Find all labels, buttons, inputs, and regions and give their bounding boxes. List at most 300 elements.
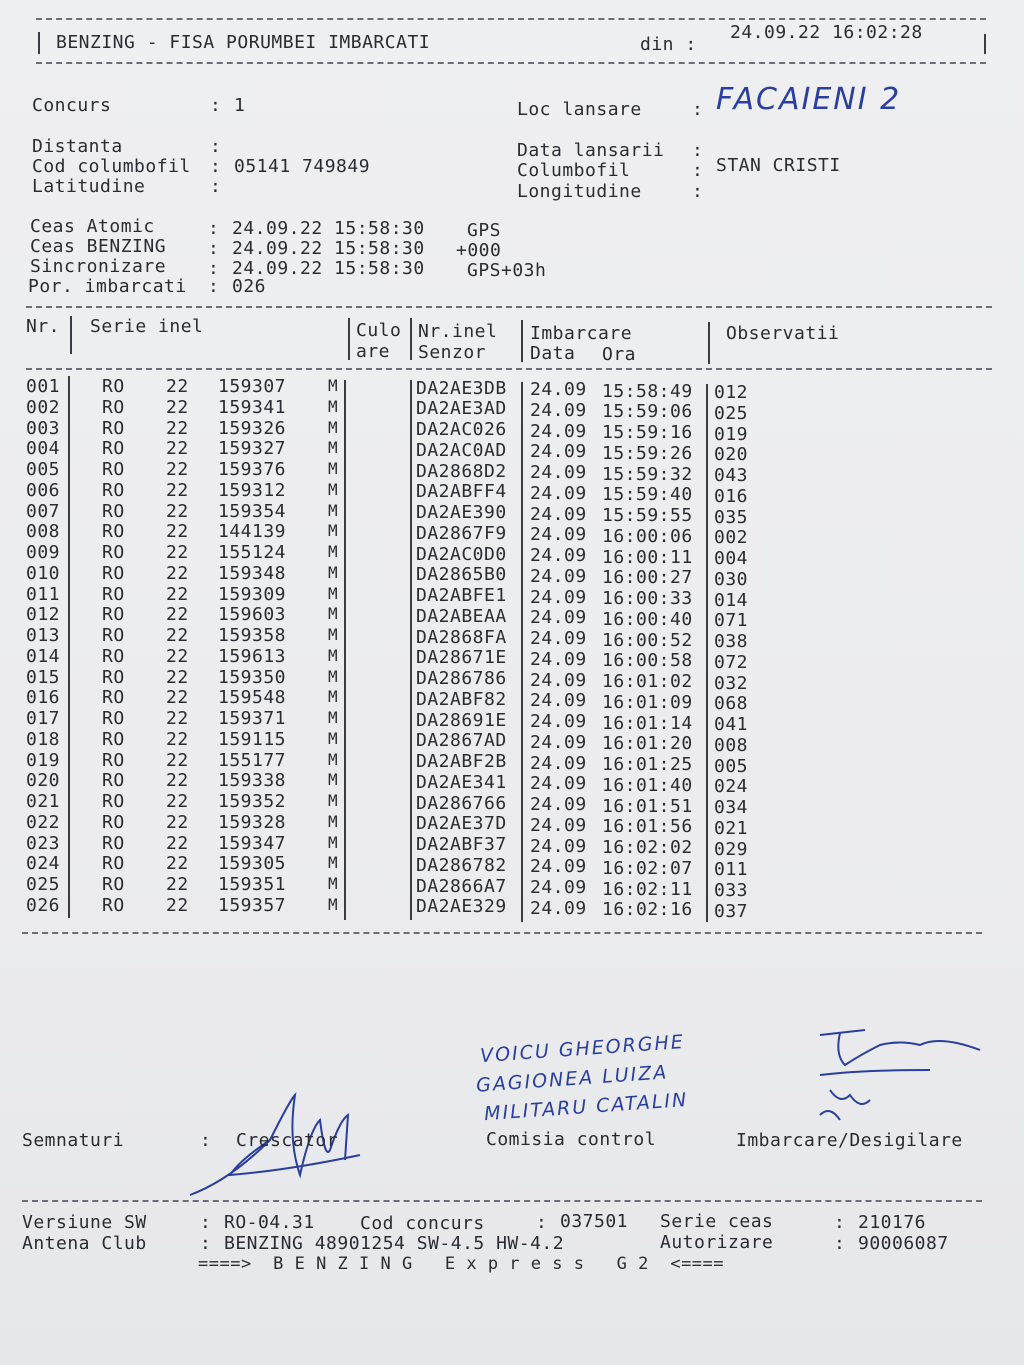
- row-country: RO: [102, 604, 125, 626]
- row-country: RO: [102, 687, 125, 709]
- row-sensor-id: DA2867AD: [416, 730, 507, 752]
- row-observation: 014: [714, 589, 749, 611]
- sincronizare-extra: GPS+03h: [467, 260, 547, 281]
- row-time: 16:00:27: [602, 567, 693, 589]
- col-nrinel-header: Nr.inel: [418, 321, 498, 342]
- antena-club-label: Antena Club: [22, 1233, 147, 1254]
- table-row: [0, 687, 1000, 715]
- antena-club-sep: :: [200, 1233, 212, 1254]
- row-country: RO: [102, 770, 125, 792]
- table-top-dashed-line: [26, 306, 992, 308]
- columbofil-value: STAN CRISTI: [716, 155, 841, 176]
- row-sex: M: [328, 749, 339, 769]
- din-label: din :: [640, 34, 697, 55]
- row-year: 22: [166, 811, 189, 833]
- row-country: RO: [102, 417, 125, 439]
- row-observation: 019: [714, 423, 749, 445]
- row-number: 010: [26, 562, 61, 584]
- row-number: 002: [26, 396, 61, 418]
- row-observation: 037: [714, 900, 749, 922]
- row-ring-number: 155177: [218, 749, 287, 771]
- row-time: 16:01:25: [602, 754, 693, 775]
- row-sex: M: [328, 645, 339, 665]
- autorizare-sep: :: [834, 1233, 846, 1254]
- row-year: 22: [166, 894, 189, 916]
- latitudine-label: Latitudine: [32, 176, 146, 197]
- row-number: 019: [26, 749, 61, 771]
- row-observation: 012: [714, 382, 749, 403]
- row-year: 22: [166, 583, 189, 605]
- row-observation: 038: [714, 631, 749, 652]
- row-observation: 068: [714, 693, 749, 715]
- table-column-line: [706, 384, 708, 922]
- row-country: RO: [102, 479, 125, 501]
- longitudine-sep: :: [692, 181, 704, 202]
- cod-columbofil-label: Cod columbofil: [32, 156, 191, 177]
- cod-concurs-label: Cod concurs: [360, 1213, 485, 1234]
- row-year: 22: [166, 728, 189, 750]
- row-sex: M: [328, 811, 339, 831]
- row-number: 001: [26, 376, 61, 397]
- longitudine-label: Longitudine: [517, 181, 642, 202]
- col-nr-header: Nr.: [26, 316, 61, 337]
- row-observation: 004: [714, 548, 749, 569]
- loc-lansare-label: Loc lansare: [517, 99, 642, 120]
- row-ring-number: 159371: [218, 708, 287, 729]
- cod-columbofil-sep: :: [210, 156, 222, 177]
- handwritten-name-3: MILITARU CATALIN: [483, 1088, 689, 1126]
- row-number: 013: [26, 625, 61, 646]
- ceas-atomic-value: 24.09.22 15:58:30: [232, 218, 425, 239]
- concurs-value: 1: [234, 95, 246, 116]
- row-number: 018: [26, 728, 61, 750]
- row-sensor-id: DA28691E: [416, 709, 507, 731]
- serie-ceas-label: Serie ceas: [660, 1211, 774, 1232]
- row-sensor-id: DA2ABEAA: [416, 605, 507, 627]
- row-sensor-id: DA286766: [416, 792, 507, 814]
- sincronizare-value: 24.09.22 15:58:30: [232, 258, 425, 279]
- row-time: 16:00:33: [602, 588, 693, 609]
- row-observation: 043: [714, 465, 749, 486]
- table-row: [0, 874, 1000, 901]
- table-column-line: [68, 376, 70, 918]
- row-number: 003: [26, 417, 61, 439]
- ceas-atomic-sep: :: [208, 218, 220, 239]
- cod-concurs-sep: :: [536, 1212, 548, 1233]
- row-ring-number: 159305: [218, 853, 287, 875]
- row-date: 24.09: [530, 731, 587, 753]
- row-observation: 011: [714, 859, 749, 881]
- row-number: 011: [26, 583, 61, 605]
- row-sensor-id: DA2867F9: [416, 522, 507, 544]
- latitudine-sep: :: [210, 176, 222, 197]
- row-sex: M: [328, 604, 339, 624]
- table-row: [0, 645, 1000, 673]
- row-sensor-id: DA2866A7: [416, 875, 507, 897]
- row-country: RO: [102, 542, 125, 563]
- row-sensor-id: DA2AE341: [416, 771, 507, 793]
- table-row: [0, 521, 1000, 549]
- row-number: 004: [26, 438, 61, 460]
- row-year: 22: [166, 459, 189, 480]
- row-date: 24.09: [530, 565, 587, 587]
- row-number: 020: [26, 770, 61, 792]
- col-serie-header: Serie inel: [90, 316, 204, 337]
- row-ring-number: 159338: [218, 770, 287, 792]
- row-ring-number: 159357: [218, 894, 287, 916]
- serie-ceas-sep: :: [834, 1212, 846, 1233]
- row-country: RO: [102, 376, 125, 397]
- row-ring-number: 159351: [218, 874, 287, 895]
- table-column-line: [344, 380, 346, 920]
- row-country: RO: [102, 521, 125, 543]
- table-row: [0, 728, 1000, 756]
- row-date: 24.09: [530, 794, 587, 815]
- row-sensor-id: DA2AC026: [416, 419, 507, 440]
- row-sensor-id: DA286782: [416, 854, 507, 876]
- row-country: RO: [102, 500, 125, 522]
- data-lansarii-sep: :: [692, 140, 704, 161]
- loc-lansare-sep: :: [692, 99, 704, 120]
- row-sex: M: [328, 542, 339, 561]
- row-time: 16:01:14: [602, 712, 693, 734]
- row-date: 24.09: [530, 628, 587, 649]
- row-number: 007: [26, 500, 61, 522]
- col-divider: [521, 320, 523, 362]
- row-date: 24.09: [530, 524, 587, 546]
- col-divider: [70, 316, 72, 354]
- col-ora-header: Ora: [602, 344, 637, 365]
- row-time: 16:02:07: [602, 857, 693, 879]
- comisia-control-label: Comisia control: [486, 1129, 657, 1150]
- row-ring-number: 159307: [218, 376, 287, 397]
- row-date: 24.09: [530, 441, 587, 463]
- row-country: RO: [102, 625, 125, 646]
- row-sensor-id: DA2AE3AD: [416, 398, 507, 420]
- row-observation: 005: [714, 755, 749, 777]
- columbofil-label: Columbofil: [517, 160, 631, 181]
- row-number: 012: [26, 604, 61, 626]
- row-date: 24.09: [530, 690, 587, 712]
- table-row: [0, 562, 1000, 590]
- row-time: 15:59:06: [602, 401, 693, 423]
- row-country: RO: [102, 438, 125, 460]
- row-number: 005: [26, 459, 61, 480]
- por-imbarcati-sep: :: [208, 276, 220, 297]
- row-ring-number: 159327: [218, 438, 287, 460]
- row-year: 22: [166, 832, 189, 854]
- antena-club-value: BENZING 48901254 SW-4.5 HW-4.2: [224, 1233, 565, 1254]
- row-sensor-id: DA2AC0AD: [416, 439, 507, 461]
- row-number: 008: [26, 521, 61, 543]
- row-date: 24.09: [530, 545, 587, 566]
- row-number: 021: [26, 791, 61, 812]
- row-number: 017: [26, 708, 61, 729]
- row-year: 22: [166, 666, 189, 688]
- row-year: 22: [166, 770, 189, 792]
- distanta-sep: :: [210, 136, 222, 157]
- sincronizare-sep: :: [208, 258, 220, 279]
- row-time: 16:01:40: [602, 774, 693, 796]
- row-date: 24.09: [530, 897, 587, 919]
- row-ring-number: 159347: [218, 832, 287, 854]
- row-sensor-id: DA2AE3DB: [416, 377, 507, 399]
- ceas-benzing-sep: :: [208, 238, 220, 259]
- autorizare-value: 90006087: [858, 1233, 949, 1254]
- row-observation: 029: [714, 838, 749, 860]
- row-year: 22: [166, 417, 189, 439]
- row-sensor-id: DA2ABF2B: [416, 751, 507, 772]
- row-country: RO: [102, 832, 125, 854]
- row-observation: 002: [714, 527, 749, 549]
- row-year: 22: [166, 749, 189, 771]
- row-sex: M: [328, 521, 339, 541]
- table-row: [0, 749, 1000, 777]
- imbarcare-desigilare-label: Imbarcare/Desigilare: [736, 1130, 963, 1151]
- col-imbarcare-header: Imbarcare: [530, 323, 633, 344]
- table-row: [0, 811, 1000, 839]
- row-date: 24.09: [530, 877, 587, 898]
- row-year: 22: [166, 562, 189, 584]
- cod-columbofil-value: 05141 749849: [234, 156, 371, 177]
- row-date: 24.09: [530, 607, 587, 629]
- footer-dashed-line: [22, 1200, 982, 1202]
- row-time: 16:02:02: [602, 837, 693, 858]
- row-year: 22: [166, 708, 189, 729]
- row-observation: 030: [714, 568, 749, 590]
- row-sensor-id: DA28671E: [416, 647, 507, 669]
- table-header-dashed-line: [26, 368, 992, 370]
- loc-lansare-handwritten: FACAIENI 2: [716, 82, 902, 117]
- row-date: 24.09: [530, 835, 587, 857]
- row-time: 16:00:06: [602, 525, 693, 547]
- row-ring-number: 159354: [218, 500, 287, 522]
- ceas-atomic-extra: GPS: [467, 220, 502, 241]
- row-year: 22: [166, 500, 189, 522]
- row-sex: M: [328, 770, 339, 790]
- table-row: [0, 832, 1000, 860]
- row-number: 022: [26, 811, 61, 833]
- table-row: [0, 583, 1000, 611]
- row-number: 009: [26, 542, 61, 563]
- ceas-benzing-value: 24.09.22 15:58:30: [232, 238, 425, 259]
- table-row: [0, 770, 1000, 798]
- cod-concurs-value: 037501: [560, 1211, 629, 1232]
- col-divider: [708, 322, 710, 364]
- col-culoare-header-2: are: [356, 341, 391, 362]
- row-country: RO: [102, 874, 125, 895]
- row-sensor-id: DA2AE390: [416, 502, 507, 523]
- col-culo-header: Culo: [356, 320, 402, 341]
- row-ring-number: 159358: [218, 625, 287, 646]
- row-country: RO: [102, 894, 125, 916]
- versiune-sw-value: RO-04.31: [224, 1212, 315, 1233]
- row-country: RO: [102, 459, 125, 480]
- row-ring-number: 159309: [218, 583, 287, 605]
- row-observation: 072: [714, 651, 749, 673]
- table-row: [0, 604, 1000, 632]
- row-time: 15:59:55: [602, 505, 693, 526]
- row-time: 15:59:32: [602, 463, 693, 485]
- row-sex: M: [328, 459, 339, 478]
- row-sensor-id: DA286786: [416, 668, 507, 689]
- row-sex: M: [328, 791, 339, 810]
- row-sensor-id: DA2865B0: [416, 564, 507, 586]
- row-observation: 035: [714, 506, 749, 528]
- row-time: 16:01:02: [602, 671, 693, 692]
- top-dashed-line: [36, 18, 986, 20]
- row-sex: M: [328, 625, 339, 644]
- row-date: 24.09: [530, 420, 587, 442]
- row-ring-number: 155124: [218, 542, 287, 563]
- semnaturi-sep: :: [200, 1130, 212, 1151]
- crescator-label: Crescator: [236, 1130, 339, 1151]
- row-country: RO: [102, 645, 125, 667]
- table-column-line: [410, 380, 412, 920]
- por-imbarcati-value: 026: [232, 276, 267, 297]
- row-observation: 033: [714, 880, 749, 901]
- row-ring-number: 159350: [218, 666, 287, 688]
- row-sensor-id: DA2868D2: [416, 460, 507, 482]
- row-year: 22: [166, 874, 189, 895]
- row-year: 22: [166, 521, 189, 543]
- row-ring-number: 159348: [218, 562, 287, 584]
- row-sensor-id: DA2AE329: [416, 896, 507, 918]
- row-year: 22: [166, 625, 189, 646]
- row-date: 24.09: [530, 711, 587, 732]
- row-sex: M: [328, 500, 339, 520]
- row-sensor-id: DA2AC0D0: [416, 543, 507, 565]
- row-country: RO: [102, 562, 125, 584]
- row-date: 24.09: [530, 503, 587, 525]
- row-number: 023: [26, 832, 61, 854]
- row-date: 24.09: [530, 752, 587, 774]
- row-sex: M: [328, 728, 339, 748]
- row-time: 16:00:40: [602, 608, 693, 630]
- row-time: 16:01:56: [602, 816, 693, 838]
- table-row: [0, 666, 1000, 694]
- row-sensor-id: DA2868FA: [416, 626, 507, 648]
- row-ring-number: 159326: [218, 417, 287, 439]
- row-year: 22: [166, 645, 189, 667]
- row-date: 24.09: [530, 586, 587, 608]
- row-time: 16:01:51: [602, 795, 693, 817]
- row-sex: M: [328, 894, 339, 914]
- row-time: 15:59:26: [602, 442, 693, 464]
- row-date: 24.09: [530, 669, 587, 691]
- row-sex: M: [328, 376, 339, 395]
- row-time: 16:00:11: [602, 546, 693, 568]
- semnaturi-label: Semnaturi: [22, 1130, 125, 1151]
- col-divider: [410, 318, 412, 360]
- row-time: 15:58:49: [602, 380, 693, 402]
- table-row: [0, 479, 1000, 507]
- sincronizare-label: Sincronizare: [30, 256, 167, 277]
- row-number: 025: [26, 874, 61, 895]
- row-observation: 032: [714, 672, 749, 694]
- table-row: [0, 853, 1000, 881]
- row-sex: M: [328, 479, 339, 499]
- row-observation: 071: [714, 610, 749, 632]
- row-country: RO: [102, 791, 125, 812]
- print-datetime: 24.09.22 16:02:28: [730, 22, 923, 43]
- table-row: [0, 438, 1000, 466]
- row-date: 24.09: [530, 773, 587, 795]
- col-senzor-header: Senzor: [418, 342, 487, 363]
- row-observation: 020: [714, 444, 749, 466]
- table-column-line: [521, 382, 523, 922]
- row-year: 22: [166, 479, 189, 501]
- ceas-atomic-label: Ceas Atomic: [30, 216, 155, 237]
- distanta-label: Distanta: [32, 136, 123, 157]
- row-observation: 016: [714, 485, 749, 507]
- table-row: [0, 459, 1000, 486]
- row-sex: M: [328, 874, 339, 893]
- table-row: [0, 542, 1000, 569]
- data-lansarii-label: Data lansarii: [517, 140, 665, 161]
- row-ring-number: 159603: [218, 604, 287, 626]
- row-time: 15:59:16: [602, 422, 693, 443]
- row-country: RO: [102, 708, 125, 729]
- row-ring-number: 159352: [218, 791, 287, 812]
- row-ring-number: 159328: [218, 811, 287, 833]
- row-time: 16:01:09: [602, 691, 693, 713]
- row-date: 24.09: [530, 814, 587, 836]
- row-number: 016: [26, 687, 61, 709]
- row-observation: 021: [714, 817, 749, 839]
- row-observation: 034: [714, 797, 749, 818]
- ceas-benzing-extra: +000: [456, 240, 502, 261]
- row-year: 22: [166, 396, 189, 418]
- table-row: [0, 376, 1000, 403]
- row-observation: 041: [714, 714, 749, 735]
- handwritten-name-1: VOICU GHEORGHE: [479, 1030, 686, 1068]
- table-row: [0, 396, 1000, 424]
- row-date: 24.09: [530, 462, 587, 483]
- row-time: 16:00:58: [602, 650, 693, 672]
- row-sex: M: [328, 562, 339, 582]
- autorizare-label: Autorizare: [660, 1232, 774, 1253]
- row-time: 16:01:20: [602, 733, 693, 755]
- por-imbarcati-label: Por. imbarcati: [28, 276, 187, 297]
- row-year: 22: [166, 438, 189, 460]
- row-observation: 024: [714, 776, 749, 798]
- header-right-bar: [984, 34, 986, 54]
- table-row: [0, 791, 1000, 818]
- col-data-header: Data: [530, 343, 576, 364]
- row-ring-number: 159341: [218, 396, 287, 418]
- row-sex: M: [328, 438, 339, 458]
- col-divider: [348, 318, 350, 360]
- row-number: 014: [26, 645, 61, 667]
- versiune-sw-label: Versiune SW: [22, 1212, 147, 1233]
- row-year: 22: [166, 687, 189, 709]
- row-time: 16:02:16: [602, 899, 693, 921]
- table-row: [0, 708, 1000, 735]
- row-sex: M: [328, 583, 339, 603]
- row-ring-number: 144139: [218, 521, 287, 543]
- header-left-bar: [38, 32, 40, 54]
- row-sex: M: [328, 708, 339, 727]
- document-title: BENZING - FISA PORUMBEI IMBARCATI: [56, 32, 431, 53]
- row-observation: 008: [714, 734, 749, 756]
- concurs-label: Concurs: [32, 95, 112, 116]
- row-date: 24.09: [530, 379, 587, 400]
- row-number: 015: [26, 666, 61, 688]
- row-sensor-id: DA2AE37D: [416, 813, 507, 835]
- row-time: 16:00:52: [602, 629, 693, 651]
- row-sensor-id: DA2ABFE1: [416, 585, 507, 606]
